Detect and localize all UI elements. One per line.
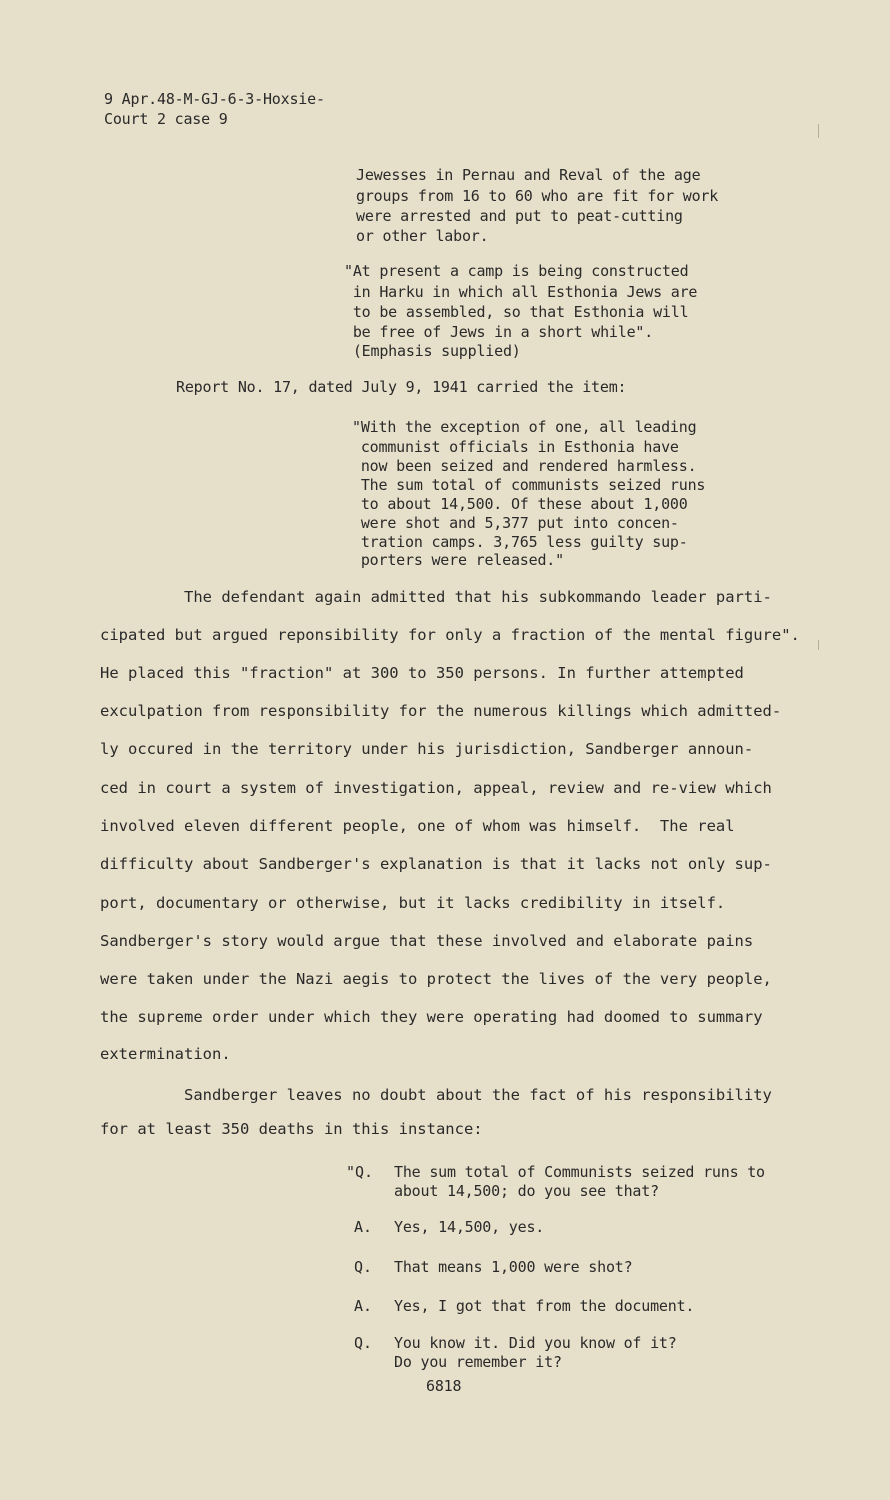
paragraph-line: ced in court a system of investigation, appeal, review and re-view which [100,779,772,797]
paragraph-line: the supreme order under which they were operating had doomed to summary [100,1008,763,1026]
quote-line: "With the exception of one, all leading [352,418,697,436]
paragraph-line: cipated but argued reponsibility for only a fraction of the mental figure". [100,626,800,644]
quote-line: (Emphasis supplied) [344,342,521,360]
paragraph-line: extermination. [100,1045,231,1063]
paragraph-line: He placed this "fraction" at 300 to 350 persons. In further attempted [100,664,744,682]
paragraph-line: were taken under the Nazi aegis to protect the lives of the very people, [100,970,772,988]
paragraph-line: The defendant again admitted that his subkommando leader parti- [100,588,772,606]
paragraph-line: Sandberger's story would argue that these involved and elaborate pains [100,932,754,950]
quote-line: now been seized and rendered harmless. [352,457,697,475]
quote-line: to be assembled, so that Esthonia will [344,303,689,321]
testimony-label: Q. [354,1258,373,1276]
paragraph-line: ly occured in the territory under his jurisdiction, Sandberger announ- [100,740,754,758]
quote-line: to about 14,500. Of these about 1,000 [352,495,688,513]
testimony-label: A. [354,1297,373,1315]
quote-line: communist officials in Esthonia have [352,438,679,456]
paragraph-line: port, documentary or otherwise, but it lacks credibility in itself. [100,894,726,912]
quote-line: Jewesses in Pernau and Reval of the age [356,166,701,184]
testimony-label: A. [354,1218,373,1236]
quote-line: were shot and 5,377 put into concen- [352,514,679,532]
testimony-line: You know it. Did you know of it? [394,1334,677,1352]
testimony-label: Q. [354,1334,373,1352]
testimony-line: That means 1,000 were shot? [394,1258,633,1276]
paragraph-line: Sandberger leaves no doubt about the fact of his responsibility [100,1086,772,1104]
quote-line: tration camps. 3,765 less guilty sup- [352,533,688,551]
quote-line: were arrested and put to peat-cutting [356,207,683,225]
scan-edge-mark [818,124,819,138]
quote-line: in Harku in which all Esthonia Jews are [344,283,698,301]
quote-line: porters were released." [352,551,564,569]
paragraph-line: for at least 350 deaths in this instance: [100,1120,483,1138]
testimony-line: The sum total of Communists seized runs to [394,1163,765,1181]
quote-line: or other labor. [356,227,489,245]
testimony-label: "Q. [346,1163,374,1181]
quote-line: The sum total of communists seized runs [352,476,706,494]
header-line-1: 9 Apr.48-M-GJ-6-3-Hoxsie- [104,90,325,108]
page-number: 6818 [426,1377,462,1395]
quote-line: "At present a camp is being constructed [344,262,689,280]
paragraph-line: exculpation from responsibility for the numerous killings which admitted- [100,702,782,720]
header-line-2: Court 2 case 9 [104,110,228,128]
testimony-line: Yes, I got that from the document. [394,1297,695,1315]
scan-edge-mark [818,640,819,650]
testimony-line: about 14,500; do you see that? [394,1182,659,1200]
testimony-line: Yes, 14,500, yes. [394,1218,545,1236]
quote-line: groups from 16 to 60 who are fit for work [356,187,719,205]
report-intro: Report No. 17, dated July 9, 1941 carried the item: [176,378,627,396]
paragraph-line: involved eleven different people, one of whom was himself. The real [100,817,735,835]
testimony-line: Do you remember it? [394,1353,562,1371]
paragraph-line: difficulty about Sandberger's explanation is that it lacks not only sup- [100,855,772,873]
quote-line: be free of Jews in a short while". [344,323,654,341]
